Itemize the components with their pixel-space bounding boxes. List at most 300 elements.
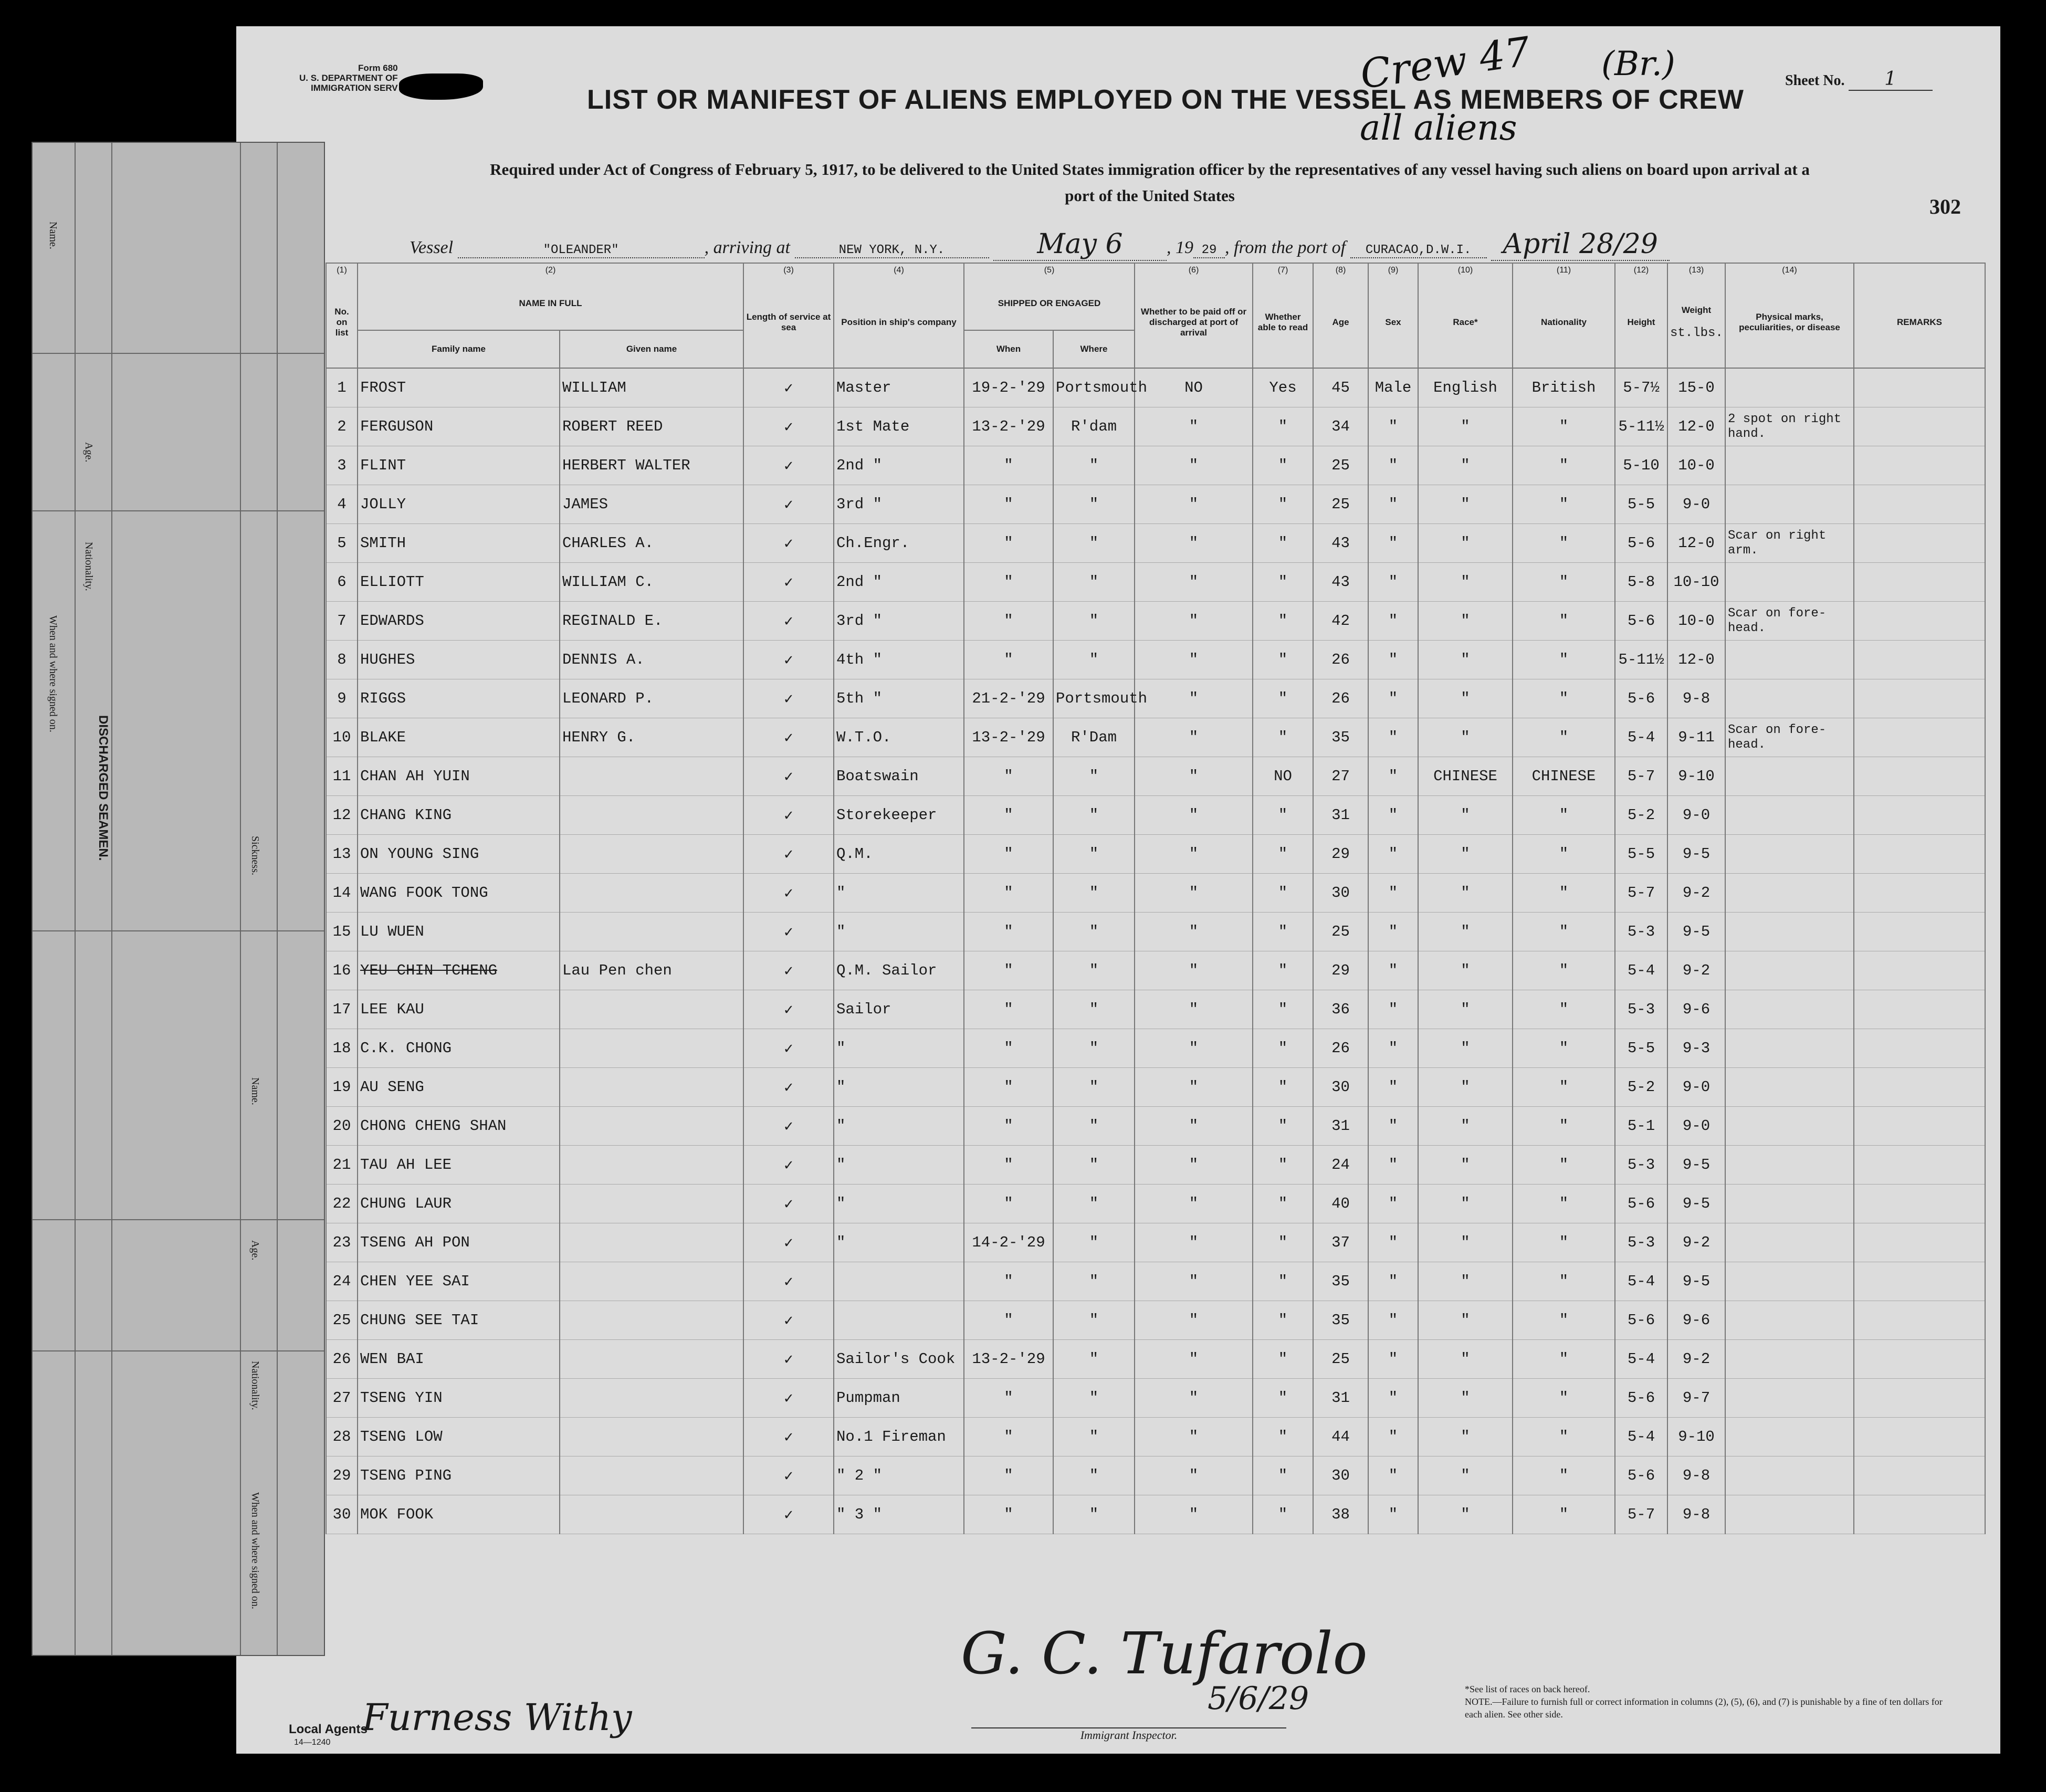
sex: "	[1368, 563, 1418, 602]
physical-marks	[1725, 1456, 1854, 1495]
shipped-when: "	[964, 641, 1053, 679]
table-row	[326, 602, 1985, 641]
age: 30	[1313, 1068, 1368, 1107]
remarks	[1854, 1301, 1985, 1340]
header-shipped: SHIPPED OR ENGAGED	[964, 277, 1135, 330]
family-name: FROST	[358, 368, 560, 407]
position: "	[834, 1146, 964, 1185]
age: 43	[1313, 524, 1368, 563]
weight: 9-3	[1667, 1029, 1725, 1068]
physical-marks	[1725, 563, 1854, 602]
slip-title: DISCHARGED SEAMEN.	[96, 715, 110, 861]
nationality: "	[1513, 1262, 1615, 1301]
header-family: Family name	[358, 330, 560, 368]
nationality: "	[1513, 407, 1615, 446]
shipped-where: "	[1053, 563, 1135, 602]
age: 38	[1313, 1495, 1368, 1534]
family-name: TSENG LOW	[358, 1418, 560, 1456]
age: 30	[1313, 874, 1368, 913]
position: Pumpman	[834, 1379, 964, 1418]
table-row	[326, 1262, 1985, 1301]
nationality: "	[1513, 524, 1615, 563]
crew-no: 19	[326, 1068, 358, 1107]
race: "	[1418, 407, 1513, 446]
age: 31	[1313, 1107, 1368, 1146]
nationality: "	[1513, 1223, 1615, 1262]
shipped-where: "	[1053, 757, 1135, 796]
sex: "	[1368, 1223, 1418, 1262]
vessel-line: Vessel "OLEANDER" , arriving at NEW YORK, N.Y. May 6 , 19 29 , from the port of CURACAO,D.W.I. April 28/29	[410, 228, 1670, 261]
service-check: ✓	[743, 1107, 834, 1146]
table-row	[326, 679, 1985, 718]
age: 44	[1313, 1418, 1368, 1456]
given-name: LEONARD P.	[560, 679, 743, 718]
position: Sailor	[834, 990, 964, 1029]
shipped-where: "	[1053, 990, 1135, 1029]
remarks	[1854, 1146, 1985, 1185]
height: 5-3	[1615, 1146, 1667, 1185]
given-name	[560, 796, 743, 835]
able-to-read: "	[1253, 951, 1313, 990]
crew-no: 2	[326, 407, 358, 446]
given-name: WILLIAM	[560, 368, 743, 407]
paid-off: "	[1135, 757, 1253, 796]
inspector-label: Immigrant Inspector.	[971, 1727, 1286, 1742]
height: 5-4	[1615, 1418, 1667, 1456]
arrival-port: NEW YORK, N.Y.	[795, 243, 989, 258]
paid-off: "	[1135, 1146, 1253, 1185]
paid-off: "	[1135, 951, 1253, 990]
service-check: ✓	[743, 1418, 834, 1456]
height: 5-7	[1615, 1495, 1667, 1534]
able-to-read: "	[1253, 679, 1313, 718]
race: "	[1418, 1185, 1513, 1223]
nationality: "	[1513, 990, 1615, 1029]
weight: 12-0	[1667, 641, 1725, 679]
family-name: ELLIOTT	[358, 563, 560, 602]
header-read: Whether able to read	[1253, 277, 1313, 368]
family-name: CHAN AH YUIN	[358, 757, 560, 796]
age: 31	[1313, 796, 1368, 835]
service-check: ✓	[743, 407, 834, 446]
table-row	[326, 1495, 1985, 1534]
physical-marks	[1725, 1107, 1854, 1146]
height: 5-7½	[1615, 368, 1667, 407]
able-to-read: "	[1253, 874, 1313, 913]
family-name: ON YOUNG SING	[358, 835, 560, 874]
able-to-read: "	[1253, 1418, 1313, 1456]
shipped-when: 13-2-'29	[964, 1340, 1053, 1379]
paid-off: "	[1135, 796, 1253, 835]
crew-table	[326, 263, 1986, 1534]
service-check: ✓	[743, 1068, 834, 1107]
position: "	[834, 874, 964, 913]
remarks	[1854, 757, 1985, 796]
remarks	[1854, 990, 1985, 1029]
age: 24	[1313, 1146, 1368, 1185]
shipped-when: 13-2-'29	[964, 407, 1053, 446]
physical-marks	[1725, 446, 1854, 485]
race: "	[1418, 913, 1513, 951]
physical-marks	[1725, 1262, 1854, 1301]
crew-no: 24	[326, 1262, 358, 1301]
annotation-aliens: all aliens	[1360, 108, 1517, 148]
given-name: JAMES	[560, 485, 743, 524]
sheet-number: Sheet No. 1	[1785, 68, 1933, 91]
sex: "	[1368, 1185, 1418, 1223]
able-to-read: "	[1253, 1068, 1313, 1107]
height: 5-6	[1615, 1456, 1667, 1495]
weight: 9-5	[1667, 1262, 1725, 1301]
remarks	[1854, 1185, 1985, 1223]
service-check: ✓	[743, 1495, 834, 1534]
shipped-when: "	[964, 446, 1053, 485]
agents-code: 14—1240	[294, 1738, 331, 1747]
race: "	[1418, 1223, 1513, 1262]
nationality: "	[1513, 1185, 1615, 1223]
table-row	[326, 1223, 1985, 1262]
shipped-where: R'Dam	[1053, 718, 1135, 757]
family-name: FLINT	[358, 446, 560, 485]
height: 5-1	[1615, 1107, 1667, 1146]
vessel-name: "OLEANDER"	[458, 243, 705, 258]
sex: "	[1368, 1146, 1418, 1185]
able-to-read: "	[1253, 1379, 1313, 1418]
remarks	[1854, 407, 1985, 446]
paid-off: "	[1135, 1379, 1253, 1418]
shipped-when: "	[964, 524, 1053, 563]
family-name: C.K. CHONG	[358, 1029, 560, 1068]
age: 31	[1313, 1379, 1368, 1418]
position: Sailor's Cook	[834, 1340, 964, 1379]
shipped-where: "	[1053, 524, 1135, 563]
physical-marks	[1725, 835, 1854, 874]
nationality: "	[1513, 446, 1615, 485]
weight: 12-0	[1667, 407, 1725, 446]
shipped-when: "	[964, 913, 1053, 951]
weight: 9-0	[1667, 1107, 1725, 1146]
height: 5-10	[1615, 446, 1667, 485]
physical-marks	[1725, 990, 1854, 1029]
height: 5-3	[1615, 913, 1667, 951]
physical-marks	[1725, 368, 1854, 407]
given-name	[560, 1262, 743, 1301]
sex: "	[1368, 796, 1418, 835]
shipped-where: "	[1053, 835, 1135, 874]
family-name: CHUNG LAUR	[358, 1185, 560, 1223]
service-check: ✓	[743, 641, 834, 679]
able-to-read: "	[1253, 913, 1313, 951]
given-name	[560, 874, 743, 913]
physical-marks	[1725, 874, 1854, 913]
paid-off: "	[1135, 1495, 1253, 1534]
remarks	[1854, 1379, 1985, 1418]
crew-no: 22	[326, 1185, 358, 1223]
table-row	[326, 1146, 1985, 1185]
position: "	[834, 1029, 964, 1068]
shipped-when: "	[964, 990, 1053, 1029]
sex: "	[1368, 446, 1418, 485]
sex: "	[1368, 1107, 1418, 1146]
height: 5-4	[1615, 718, 1667, 757]
paid-off: "	[1135, 1301, 1253, 1340]
family-name: CHUNG SEE TAI	[358, 1301, 560, 1340]
race: "	[1418, 1418, 1513, 1456]
given-name: ROBERT REED	[560, 407, 743, 446]
height: 5-11½	[1615, 641, 1667, 679]
shipped-where: "	[1053, 1379, 1135, 1418]
remarks	[1854, 1340, 1985, 1379]
table-row	[326, 1107, 1985, 1146]
age: 43	[1313, 563, 1368, 602]
given-name	[560, 1418, 743, 1456]
nationality: British	[1513, 368, 1615, 407]
shipped-when: "	[964, 485, 1053, 524]
service-check: ✓	[743, 1456, 834, 1495]
able-to-read: "	[1253, 990, 1313, 1029]
given-name	[560, 1146, 743, 1185]
able-to-read: "	[1253, 718, 1313, 757]
remarks	[1854, 368, 1985, 407]
remarks	[1854, 835, 1985, 874]
age: 42	[1313, 602, 1368, 641]
paid-off: "	[1135, 1185, 1253, 1223]
race: "	[1418, 990, 1513, 1029]
position: 1st Mate	[834, 407, 964, 446]
given-name	[560, 1456, 743, 1495]
shipped-when: "	[964, 1379, 1053, 1418]
family-name: AU SENG	[358, 1068, 560, 1107]
paid-off: "	[1135, 1029, 1253, 1068]
family-name: EDWARDS	[358, 602, 560, 641]
table-row	[326, 874, 1985, 913]
paid-off: "	[1135, 407, 1253, 446]
table-row	[326, 1456, 1985, 1495]
position: Master	[834, 368, 964, 407]
family-name: MOK FOOK	[358, 1495, 560, 1534]
shipped-when: 13-2-'29	[964, 718, 1053, 757]
form-number: Form 680 U. S. DEPARTMENT OF IMMIGRATION SERV	[299, 63, 398, 93]
age: 35	[1313, 1262, 1368, 1301]
header-where: Where	[1053, 330, 1135, 368]
paid-off: "	[1135, 679, 1253, 718]
header-race: Race*	[1418, 277, 1513, 368]
age: 26	[1313, 1029, 1368, 1068]
sex: "	[1368, 1301, 1418, 1340]
page-title: LIST OR MANIFEST OF ALIENS EMPLOYED ON THE VESSEL AS MEMBERS OF CREW	[587, 85, 1744, 115]
weight: 9-6	[1667, 1301, 1725, 1340]
crew-no: 10	[326, 718, 358, 757]
paid-off: "	[1135, 835, 1253, 874]
paid-off: "	[1135, 1107, 1253, 1146]
family-name: LU WUEN	[358, 913, 560, 951]
paid-off: "	[1135, 524, 1253, 563]
shipped-where: "	[1053, 641, 1135, 679]
crew-no: 14	[326, 874, 358, 913]
given-name: Lau Pen chen	[560, 951, 743, 990]
service-check: ✓	[743, 679, 834, 718]
race: "	[1418, 524, 1513, 563]
race: "	[1418, 951, 1513, 990]
able-to-read: "	[1253, 407, 1313, 446]
remarks	[1854, 718, 1985, 757]
shipped-when: "	[964, 1107, 1053, 1146]
physical-marks	[1725, 1146, 1854, 1185]
crew-no: 29	[326, 1456, 358, 1495]
table-row	[326, 796, 1985, 835]
age: 29	[1313, 835, 1368, 874]
remarks	[1854, 1068, 1985, 1107]
service-check: ✓	[743, 446, 834, 485]
family-name: JOLLY	[358, 485, 560, 524]
remarks	[1854, 563, 1985, 602]
position: "	[834, 1068, 964, 1107]
able-to-read: "	[1253, 563, 1313, 602]
header-remarks: REMARKS	[1854, 277, 1985, 368]
paid-off: "	[1135, 718, 1253, 757]
table-row	[326, 718, 1985, 757]
remarks	[1854, 1495, 1985, 1534]
age: 35	[1313, 718, 1368, 757]
age: 26	[1313, 679, 1368, 718]
height: 5-6	[1615, 679, 1667, 718]
able-to-read: "	[1253, 1495, 1313, 1534]
given-name: REGINALD E.	[560, 602, 743, 641]
paid-off: "	[1135, 874, 1253, 913]
able-to-read: "	[1253, 1262, 1313, 1301]
race: "	[1418, 1029, 1513, 1068]
position: 2nd "	[834, 563, 964, 602]
shipped-where: "	[1053, 602, 1135, 641]
shipped-when: "	[964, 1262, 1053, 1301]
given-name	[560, 1379, 743, 1418]
weight: 9-0	[1667, 796, 1725, 835]
shipped-where: Portsmouth	[1053, 679, 1135, 718]
sex: "	[1368, 1418, 1418, 1456]
sex: "	[1368, 990, 1418, 1029]
race: CHINESE	[1418, 757, 1513, 796]
crew-no: 30	[326, 1495, 358, 1534]
shipped-where: "	[1053, 1456, 1135, 1495]
table-row	[326, 1379, 1985, 1418]
weight: 9-10	[1667, 757, 1725, 796]
crew-no: 26	[326, 1340, 358, 1379]
race: "	[1418, 1262, 1513, 1301]
remarks	[1854, 1223, 1985, 1262]
given-name	[560, 757, 743, 796]
paid-off: "	[1135, 485, 1253, 524]
family-name: TSENG YIN	[358, 1379, 560, 1418]
sex: "	[1368, 602, 1418, 641]
header-position: Position in ship's company	[834, 277, 964, 368]
crew-no: 6	[326, 563, 358, 602]
physical-marks: Scar on right arm.	[1725, 524, 1854, 563]
physical-marks	[1725, 679, 1854, 718]
race: "	[1418, 1107, 1513, 1146]
weight: 9-7	[1667, 1379, 1725, 1418]
age: 29	[1313, 951, 1368, 990]
race: "	[1418, 679, 1513, 718]
family-name: TSENG AH PON	[358, 1223, 560, 1262]
given-name: HERBERT WALTER	[560, 446, 743, 485]
service-check: ✓	[743, 563, 834, 602]
table-row	[326, 1029, 1985, 1068]
given-name	[560, 1340, 743, 1379]
arrival-date: May 6	[993, 228, 1167, 261]
shipped-when: "	[964, 1185, 1053, 1223]
service-check: ✓	[743, 951, 834, 990]
family-name: CHONG CHENG SHAN	[358, 1107, 560, 1146]
shipped-where: "	[1053, 951, 1135, 990]
family-name: SMITH	[358, 524, 560, 563]
paid-off: "	[1135, 1340, 1253, 1379]
weight: 9-5	[1667, 1185, 1725, 1223]
crew-no: 5	[326, 524, 358, 563]
remarks	[1854, 485, 1985, 524]
race: "	[1418, 874, 1513, 913]
position	[834, 1301, 964, 1340]
sex: "	[1368, 718, 1418, 757]
crew-no: 11	[326, 757, 358, 796]
position: 3rd "	[834, 485, 964, 524]
shipped-when: "	[964, 1495, 1053, 1534]
height: 5-7	[1615, 757, 1667, 796]
paid-off: "	[1135, 1068, 1253, 1107]
sex: "	[1368, 641, 1418, 679]
physical-marks	[1725, 1340, 1854, 1379]
race: "	[1418, 446, 1513, 485]
age: 27	[1313, 757, 1368, 796]
position: "	[834, 1185, 964, 1223]
sex: "	[1368, 524, 1418, 563]
shipped-where: "	[1053, 485, 1135, 524]
height: 5-6	[1615, 1379, 1667, 1418]
service-check: ✓	[743, 718, 834, 757]
physical-marks	[1725, 1185, 1854, 1223]
paid-off: NO	[1135, 368, 1253, 407]
weight: 9-5	[1667, 1146, 1725, 1185]
paid-off: "	[1135, 446, 1253, 485]
nationality: "	[1513, 679, 1615, 718]
sex: "	[1368, 1340, 1418, 1379]
age: 26	[1313, 641, 1368, 679]
crew-no: 20	[326, 1107, 358, 1146]
table-row	[326, 951, 1985, 990]
shipped-when: "	[964, 1301, 1053, 1340]
race: "	[1418, 485, 1513, 524]
physical-marks: Scar on fore- head.	[1725, 718, 1854, 757]
header-row	[326, 277, 1985, 330]
able-to-read: "	[1253, 1301, 1313, 1340]
crew-no: 17	[326, 990, 358, 1029]
shipped-where: "	[1053, 913, 1135, 951]
crew-no: 16	[326, 951, 358, 990]
crew-no: 23	[326, 1223, 358, 1262]
service-check: ✓	[743, 1029, 834, 1068]
service-check: ✓	[743, 1379, 834, 1418]
nationality: "	[1513, 563, 1615, 602]
given-name: CHARLES A.	[560, 524, 743, 563]
nationality: "	[1513, 913, 1615, 951]
able-to-read: "	[1253, 641, 1313, 679]
able-to-read: "	[1253, 1146, 1313, 1185]
service-check: ✓	[743, 757, 834, 796]
nationality: "	[1513, 835, 1615, 874]
position: No.1 Fireman	[834, 1418, 964, 1456]
weight: 9-2	[1667, 1340, 1725, 1379]
service-check: ✓	[743, 796, 834, 835]
shipped-when: 21-2-'29	[964, 679, 1053, 718]
